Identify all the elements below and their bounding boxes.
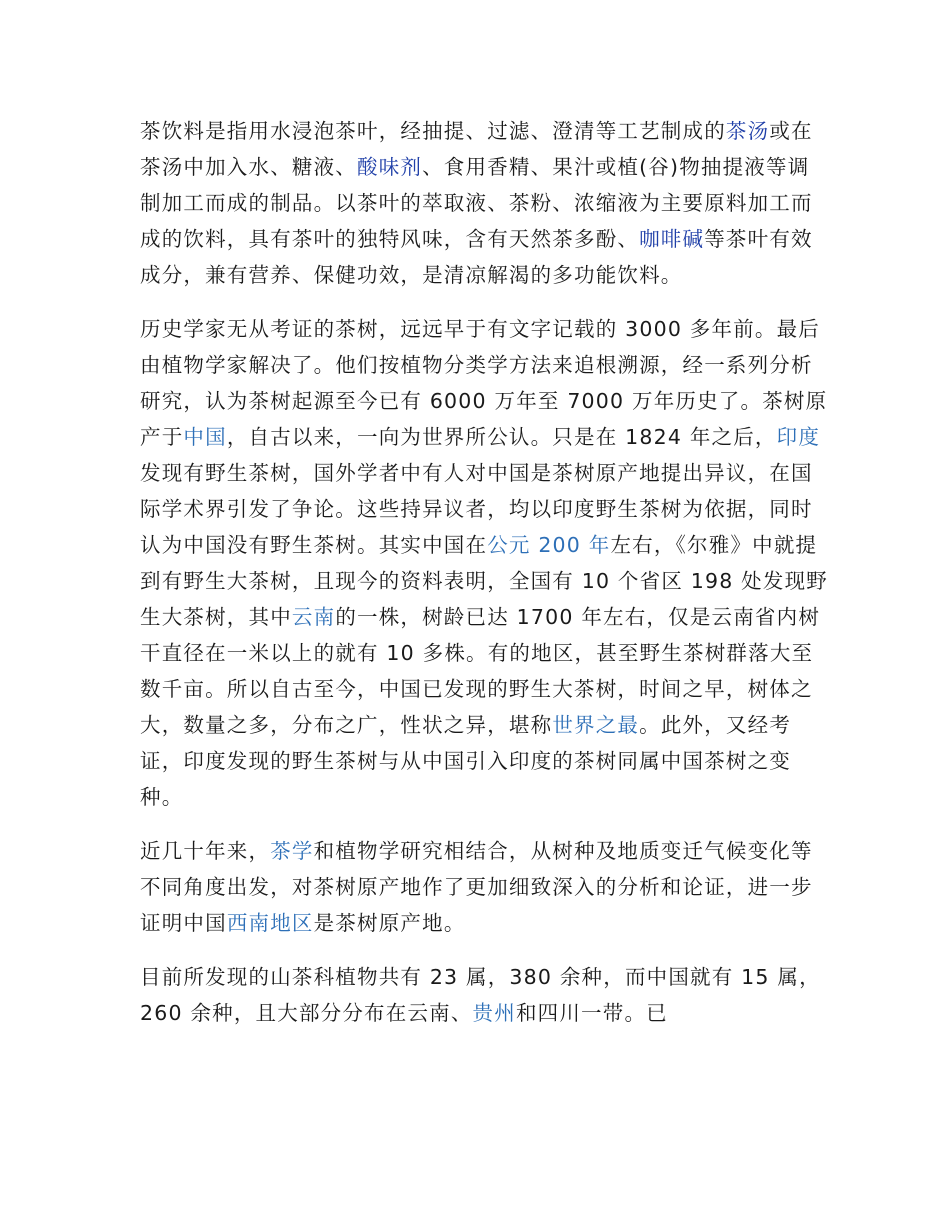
text-segment: 、食用香精、果汁或植(谷)物抽提液等调制加工而成的制品。以茶叶的萃取液、茶粉、浓缩液为主要原料加工而成的饮料，具有茶叶的独特风味，含有天然茶多酚、	[140, 155, 813, 251]
link-china[interactable]: 中国	[183, 425, 227, 449]
text-segment: ，自古以来，一向为世界所公认。只是在 1824 年之后，	[226, 425, 777, 449]
text-segment: 的一株，树龄已达 1700 年左右，仅是云南省内树干直径在一米以上的就有 10 多株。有的地区，甚至野生茶树群落大至数千亩。所以自古至今，中国已发现的野生大茶树，时间之早，树体之大，数量之多，分布之广，性状之异，堪称	[140, 605, 821, 737]
paragraph-tea-origin-history	[140, 311, 830, 815]
link-yunnan[interactable]: 云南	[291, 605, 336, 629]
text-segment: 近几十年来，	[140, 839, 271, 863]
link-world-best[interactable]: 世界之最	[552, 713, 640, 737]
text-segment: 茶饮料是指用水浸泡茶叶，经抽提、过滤、澄清等工艺制成的	[140, 119, 726, 143]
text-segment: 左右，《尔雅》中就提到有野生大茶树，且现今的资料表明，全国有 10 个省区 198 处发现野生大茶树，其中	[140, 533, 828, 629]
text-segment: 。此外，又经考证，印度发现的野生茶树与从中国引入印度的茶树同属中国茶树之变种。	[140, 713, 792, 809]
link-caffeine[interactable]: 咖啡碱	[639, 227, 705, 251]
text-segment: 目前所发现的山茶科植物共有 23 属，380 余种，而中国就有 15 属，260 余种，且大部分分布在云南、	[140, 965, 821, 1025]
document-body	[140, 113, 830, 1031]
link-tea-soup[interactable]: 茶汤	[725, 119, 770, 143]
link-india[interactable]: 印度	[776, 425, 821, 449]
paragraph-camellia-species	[140, 959, 830, 1031]
link-200-ad[interactable]: 公元 200 年	[487, 533, 611, 557]
link-tea-science[interactable]: 茶学	[270, 839, 314, 863]
text-segment: 等茶叶有效成分，兼有营养、保健功效，是清凉解渴的多功能饮料。	[140, 227, 813, 287]
link-southwest-region[interactable]: 西南地区	[226, 911, 314, 935]
text-segment: 是茶树原产地。	[313, 911, 466, 935]
text-segment: 历史学家无从考证的茶树，远远早于有文字记载的 3000 多年前。最后由植物学家解决了。他们按植物分类学方法来追根溯源，经一系列分析研究，认为茶树起源至今已有 6000 万年至 7000 万年历史了。茶树原产于	[140, 317, 828, 449]
text-segment: 发现有野生茶树，国外学者中有人对中国是茶树原产地提出异议，在国际学术界引发了争论。这些持异议者，均以印度野生茶树为依据，同时认为中国没有野生茶树。其实中国在	[140, 461, 813, 557]
text-segment: 和四川一带。已	[515, 1001, 668, 1025]
paragraph-tea-beverage-definition	[140, 113, 830, 293]
link-guizhou[interactable]: 贵州	[472, 1001, 516, 1025]
text-segment: 和植物学研究相结合，从树种及地质变迁气候变化等不同角度出发，对茶树原产地作了更加细致深入的分析和论证，进一步证明中国	[140, 839, 813, 935]
text-segment: 或在茶汤中加入水、糖液、	[140, 119, 813, 179]
link-acidulant[interactable]: 酸味剂	[357, 155, 423, 179]
paragraph-research-confirmation	[140, 833, 830, 941]
